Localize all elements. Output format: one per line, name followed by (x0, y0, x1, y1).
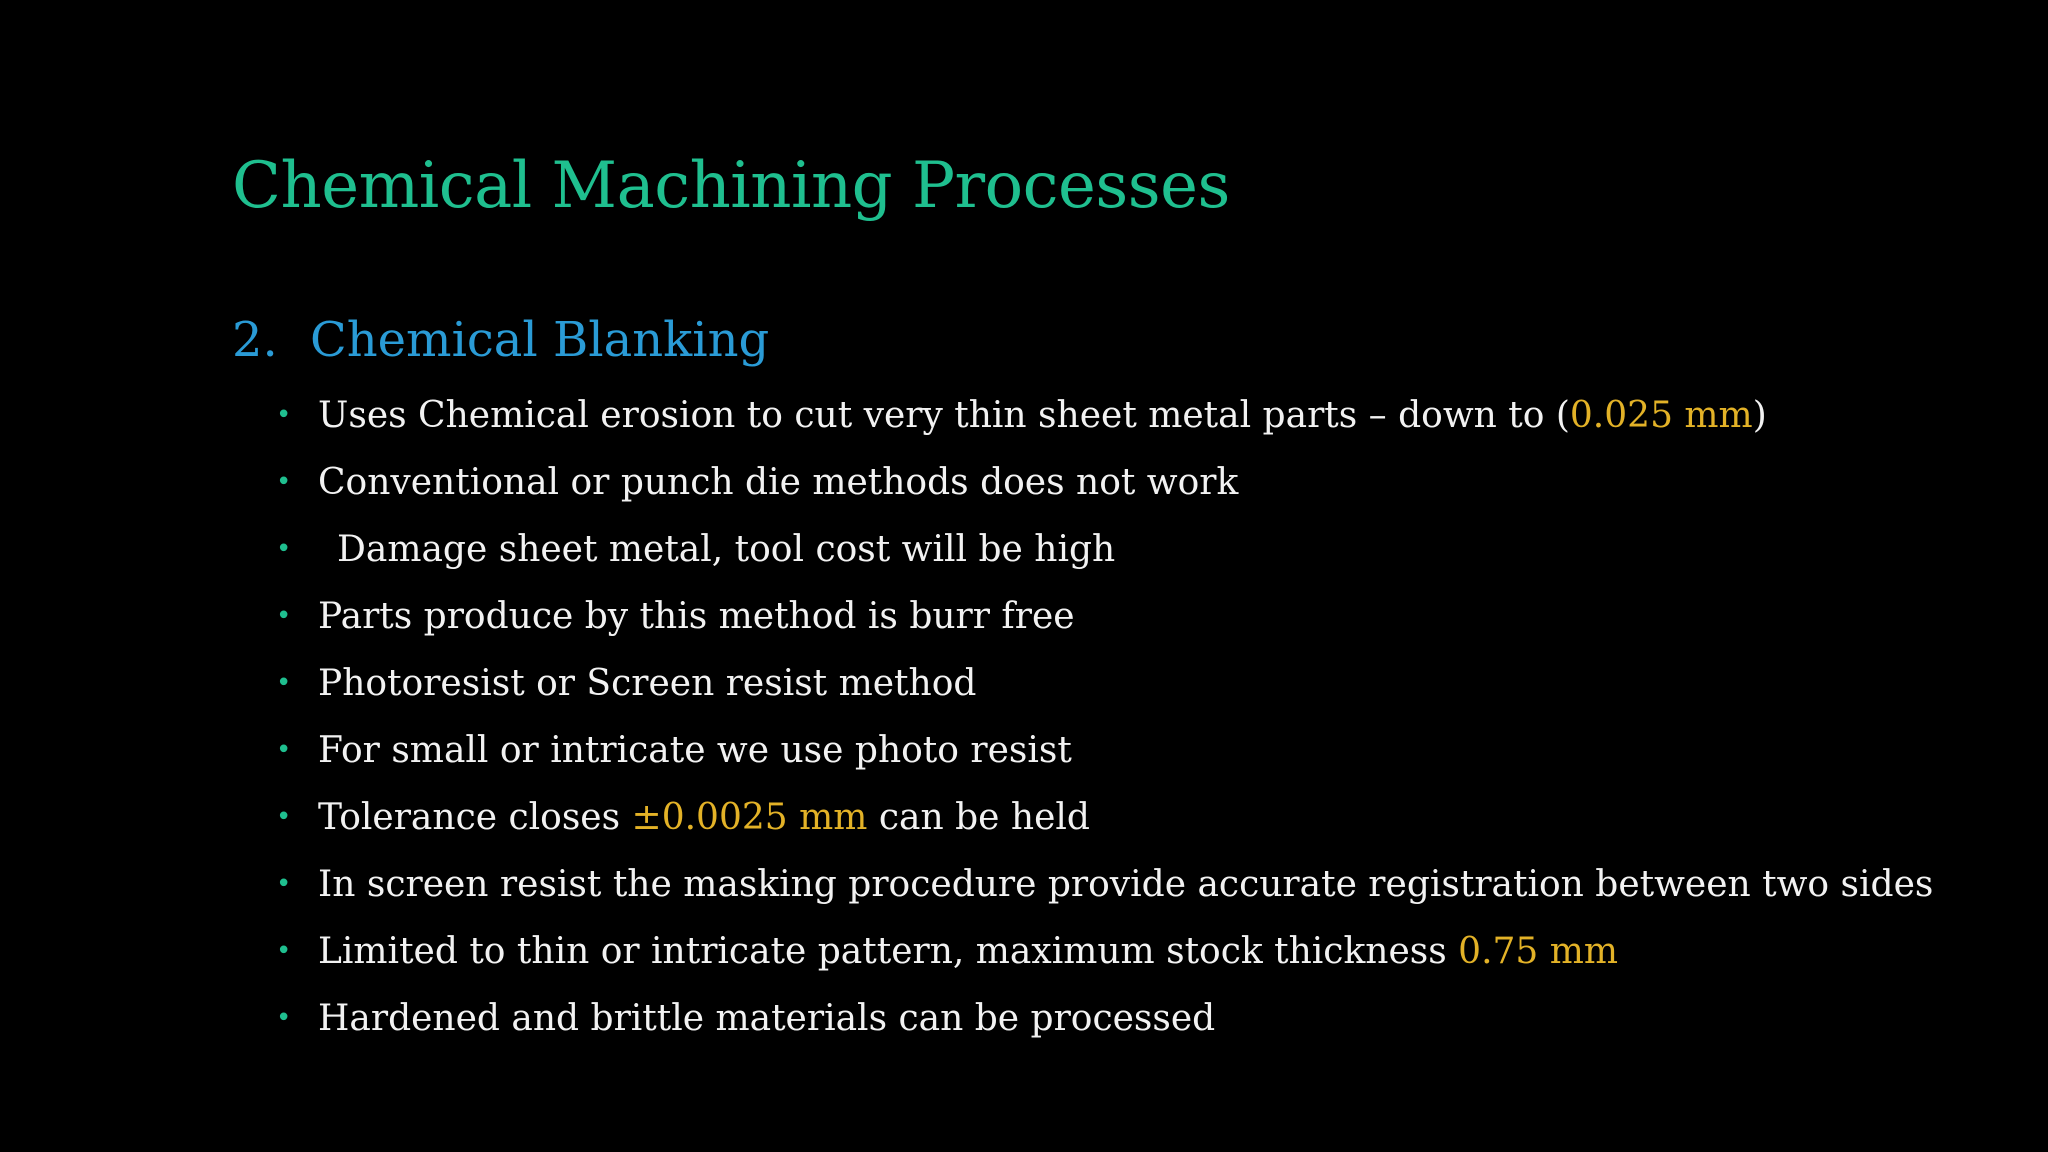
bullet-icon: • (276, 1003, 292, 1033)
bullet-text (318, 717, 1072, 784)
bullet-text (337, 516, 1115, 583)
bullet-icon: • (276, 802, 292, 832)
bullet-highlight: ±0.0025 mm (631, 797, 868, 838)
bullet-highlight: 0.025 mm (1569, 395, 1753, 436)
bullet-text-part: Limited to thin or intricate pattern, maximum stock thickness (318, 931, 1459, 972)
bullet-text (318, 583, 1075, 650)
bullet-text-part: Damage sheet metal, tool cost will be high (337, 529, 1116, 570)
bullet-icon: • (276, 869, 292, 899)
bullet-icon: • (276, 601, 292, 631)
section-heading (232, 308, 769, 372)
bullet-text-part: Hardened and brittle materials can be processed (318, 998, 1216, 1039)
bullet-text-part: ) (1752, 395, 1767, 436)
bullet-text (318, 449, 1238, 516)
bullet-text-part: can be held (867, 797, 1090, 838)
bullet-text-part: Conventional or punch die methods does not work (318, 462, 1239, 503)
bullet-icon: • (276, 400, 292, 430)
bullet-text-part: For small or intricate we use photo resist (318, 730, 1072, 771)
bullet-text (318, 650, 976, 717)
bullet-text-part: Tolerance closes (318, 797, 632, 838)
bullet-text (318, 851, 1933, 918)
section-title: Chemical Blanking (310, 312, 770, 368)
bullet-icon: • (276, 467, 292, 497)
bullet-text-part: Parts produce by this method is burr free (318, 596, 1075, 637)
bullet-text (318, 918, 1618, 985)
bullet-text (318, 985, 1215, 1052)
bullet-icon: • (276, 936, 292, 966)
bullet-highlight: 0.75 mm (1458, 931, 1619, 972)
bullet-icon: • (276, 534, 292, 564)
bullet-text-part: Uses Chemical erosion to cut very thin sheet metal parts – down to ( (318, 395, 1570, 436)
slide-title: Chemical Machining Processes (232, 149, 1230, 223)
bullet-text (318, 784, 1090, 851)
bullet-text (318, 382, 1767, 449)
bullet-icon: • (276, 668, 292, 698)
bullet-text-part: In screen resist the masking procedure provide accurate registration between two sides (318, 864, 1934, 905)
bullet-icon: • (276, 735, 292, 765)
section-number: 2. (232, 312, 278, 368)
bullet-text-part: Photoresist or Screen resist method (318, 663, 977, 704)
